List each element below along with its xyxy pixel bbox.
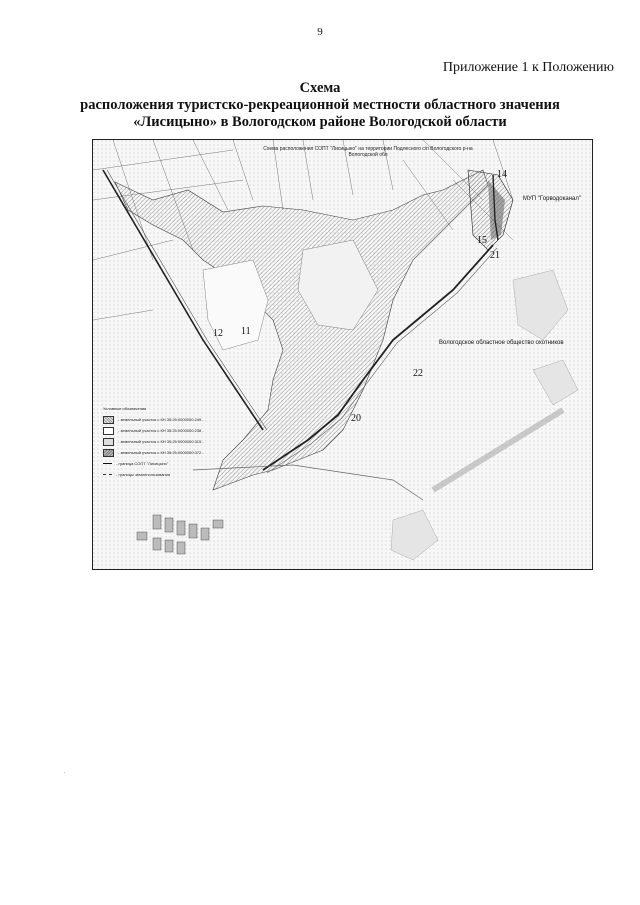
legend-swatch bbox=[103, 427, 114, 435]
legend-swatch bbox=[103, 449, 114, 457]
legend-item bbox=[103, 447, 253, 458]
legend-item bbox=[103, 458, 253, 469]
legend-item bbox=[103, 469, 253, 480]
plot-number-22: 22 bbox=[413, 368, 423, 379]
scheme-map bbox=[92, 139, 593, 570]
plot-number-15: 15 bbox=[477, 235, 487, 246]
plot-number-21: 21 bbox=[490, 250, 500, 261]
legend-swatch bbox=[103, 416, 114, 424]
plot-number-14: 14 bbox=[497, 169, 507, 180]
plot-number-12: 12 bbox=[213, 328, 223, 339]
plot-number-20: 20 bbox=[351, 413, 361, 424]
map-header-line-1: Схема расположения СОПТ "Лисицыно" на территории Подлесного с/п Вологодского р-на bbox=[263, 146, 473, 152]
legend-label: - земельный участок с КН 35:25:0000000:372 - bbox=[118, 450, 204, 455]
map-drawing bbox=[93, 140, 592, 569]
page-number: 9 bbox=[317, 26, 323, 38]
legend-swatch bbox=[103, 438, 114, 446]
title-line-2: расположения туристско-рекреационной местности областного значения bbox=[80, 97, 560, 113]
legend-label: - граница СОПТ "Лисицыно" bbox=[116, 461, 169, 466]
legend-item bbox=[103, 414, 253, 425]
map-header bbox=[233, 146, 503, 158]
map-legend bbox=[103, 406, 253, 480]
title-line-3: «Лисицыно» в Вологодском районе Вологодской области bbox=[133, 114, 507, 130]
title-line-1: Схема bbox=[299, 80, 341, 96]
plot-number-11: 11 bbox=[241, 326, 251, 337]
legend-line-swatch bbox=[103, 463, 112, 464]
map-header-line-2: Вологодской обл bbox=[348, 152, 388, 158]
legend-label: - земельный участок с КН 35:25:0000000:238 - bbox=[118, 428, 204, 433]
label-gorvodokanal: МУП "Горводоканал" bbox=[523, 196, 581, 202]
legend-label: - земельный участок с КН 35:25:0000000:249 - bbox=[118, 417, 204, 422]
legend-item bbox=[103, 425, 253, 436]
legend-item bbox=[103, 436, 253, 447]
document-title bbox=[0, 80, 640, 131]
legend-label: - земельный участок с КН 35:25:0000000:315 - bbox=[118, 439, 204, 444]
label-hunters-society: Вологодское областное общество охотников bbox=[439, 340, 564, 346]
footer-mark: . bbox=[64, 769, 66, 775]
appendix-label: Приложение 1 к Положению bbox=[442, 60, 614, 75]
legend-label: - границы землепользования bbox=[116, 472, 171, 477]
legend-line-swatch bbox=[103, 474, 112, 475]
legend-title: Условные обозначения bbox=[103, 406, 147, 411]
